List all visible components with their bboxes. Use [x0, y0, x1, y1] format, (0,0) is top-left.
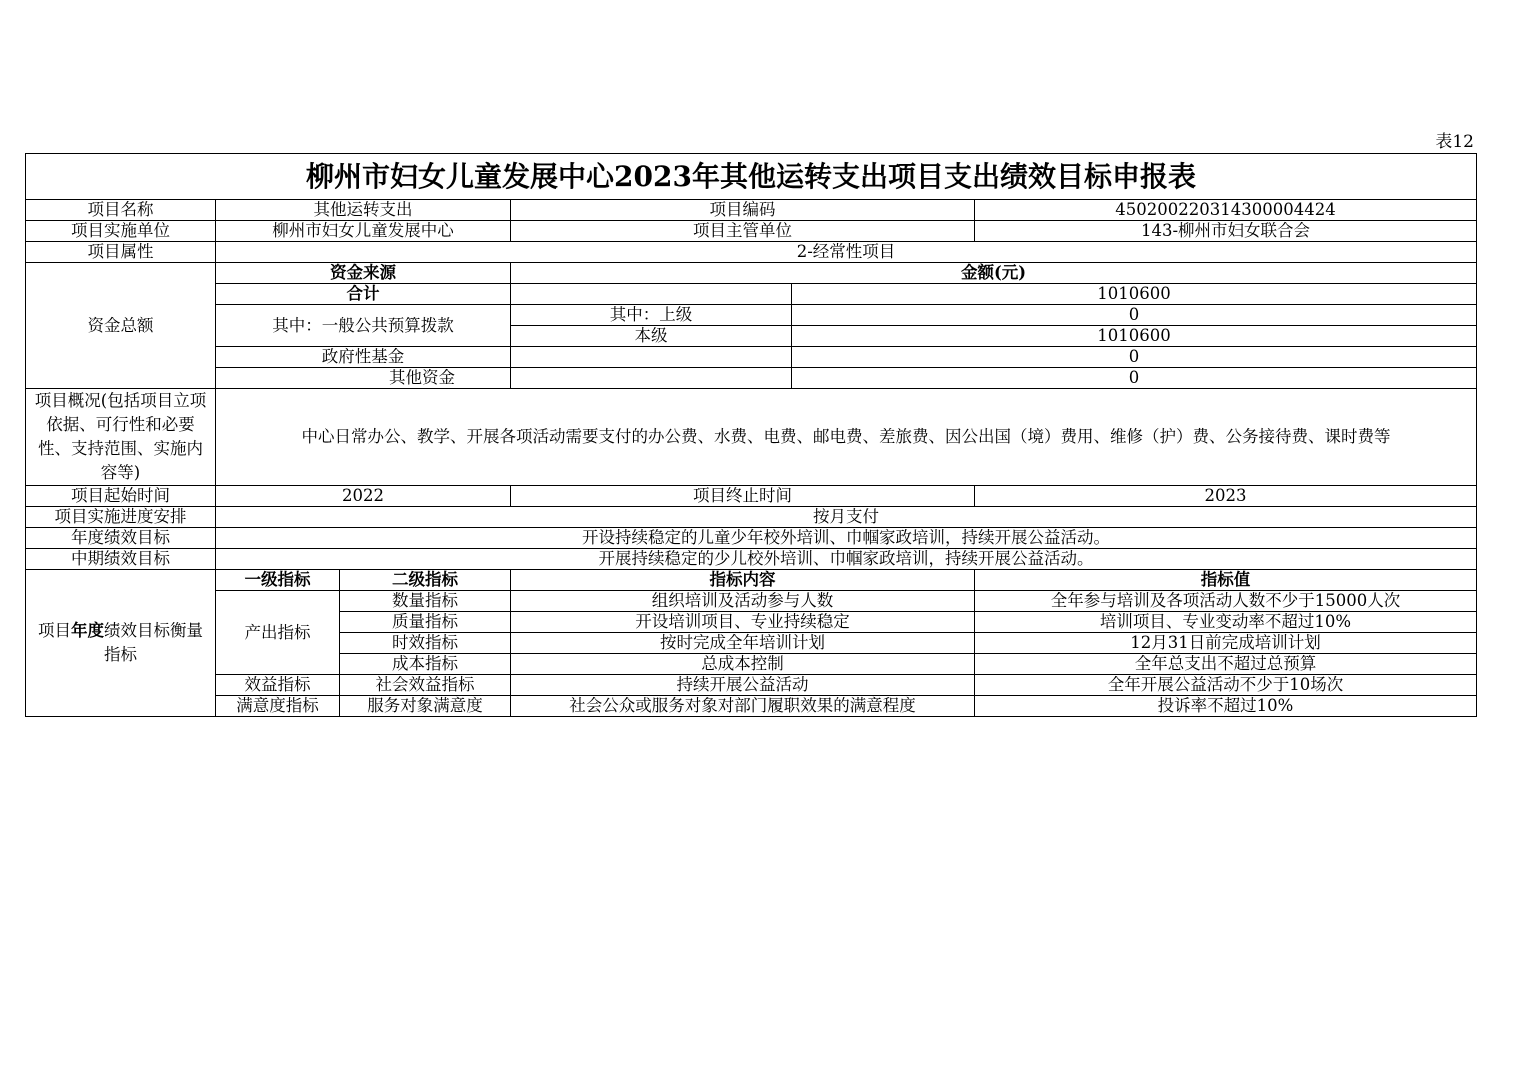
- start-time-value: 2022: [216, 486, 511, 507]
- progress-row: [26, 507, 1477, 528]
- project-name-row: [26, 200, 1477, 221]
- funds-total-row: [26, 284, 1477, 305]
- funds-gov-fund-label: 政府性基金: [216, 347, 511, 368]
- indicator-header-level1: 一级指标: [216, 570, 340, 591]
- overview-label: 项目概况(包括项目立项依据、可行性和必要性、支持范围、实施内容等): [26, 389, 216, 486]
- project-unit-label: 项目实施单位: [26, 221, 216, 242]
- project-unit-value: 柳州市妇女儿童发展中心: [216, 221, 511, 242]
- indicator-content: 社会公众或服务对象对部门履职效果的满意程度: [511, 696, 975, 717]
- indicator-content: 按时完成全年培训计划: [511, 633, 975, 654]
- annual-goal-value: 开设持续稳定的儿童少年校外培训、巾帼家政培训，持续开展公益活动。: [216, 528, 1477, 549]
- table-number-label: 表12: [1435, 132, 1474, 152]
- indicator-row: [26, 696, 1477, 717]
- funds-gov-blank: [511, 347, 792, 368]
- indicator-header-level2: 二级指标: [340, 570, 511, 591]
- start-time-label: 项目起始时间: [26, 486, 216, 507]
- output-indicator-label: 产出指标: [216, 591, 340, 675]
- end-time-label: 项目终止时间: [511, 486, 975, 507]
- funds-other-row: [26, 368, 1477, 389]
- indicator-value: 全年总支出不超过总预算: [975, 654, 1477, 675]
- progress-label: 项目实施进度安排: [26, 507, 216, 528]
- funds-total-value: 1010600: [792, 284, 1477, 305]
- project-supervisor-value: 143-柳州市妇女联合会: [975, 221, 1477, 242]
- funds-total-blank: [511, 284, 792, 305]
- funds-other-value: 0: [792, 368, 1477, 389]
- indicator-header-row: [26, 570, 1477, 591]
- funds-label: 资金总额: [26, 263, 216, 389]
- indicator-level2: 社会效益指标: [340, 675, 511, 696]
- project-code-label: 项目编码: [511, 200, 975, 221]
- indicator-value: 全年开展公益活动不少于10场次: [975, 675, 1477, 696]
- funds-other-blank: [511, 368, 792, 389]
- overview-value: 中心日常办公、教学、开展各项活动需要支付的办公费、水费、电费、邮电费、差旅费、因公出国（境）费用、维修（护）费、公务接待费、课时费等: [216, 389, 1477, 486]
- annual-goal-row: [26, 528, 1477, 549]
- mid-goal-row: [26, 549, 1477, 570]
- benefit-indicator-label: 效益指标: [216, 675, 340, 696]
- indicator-level2: 数量指标: [340, 591, 511, 612]
- end-time-value: 2023: [975, 486, 1477, 507]
- project-name-label: 项目名称: [26, 200, 216, 221]
- indicator-level2: 时效指标: [340, 633, 511, 654]
- indicator-value: 12月31日前完成培训计划: [975, 633, 1477, 654]
- funds-local-value: 1010600: [792, 326, 1477, 347]
- indicator-content: 总成本控制: [511, 654, 975, 675]
- funds-upper-label: 其中：上级: [511, 305, 792, 326]
- funds-gov-fund-value: 0: [792, 347, 1477, 368]
- indicator-header-value: 指标值: [975, 570, 1477, 591]
- project-supervisor-label: 项目主管单位: [511, 221, 975, 242]
- funds-source-header: 资金来源: [216, 263, 511, 284]
- funds-total-label: 合计: [216, 284, 511, 305]
- performance-target-table: [25, 153, 1477, 717]
- project-attr-label: 项目属性: [26, 242, 216, 263]
- funds-other-label: 其他资金: [216, 368, 511, 389]
- indicator-content: 持续开展公益活动: [511, 675, 975, 696]
- indicator-row: [26, 591, 1477, 612]
- satisfaction-indicator-label: 满意度指标: [216, 696, 340, 717]
- indicators-label-post: 绩效目标衡量指标: [104, 621, 203, 664]
- indicator-row: [26, 675, 1477, 696]
- funds-local-label: 本级: [511, 326, 792, 347]
- project-name-value: 其他运转支出: [216, 200, 511, 221]
- funds-amount-header: 金额(元): [511, 263, 1477, 284]
- funds-header-row: [26, 263, 1477, 284]
- indicators-label-bold: 年度: [71, 621, 104, 640]
- indicator-header-content: 指标内容: [511, 570, 975, 591]
- project-unit-row: [26, 221, 1477, 242]
- indicators-label: [26, 570, 216, 717]
- project-attr-value: 2-经常性项目: [216, 242, 1477, 263]
- project-code-value: 450200220314300004424: [975, 200, 1477, 221]
- funds-upper-row: [26, 305, 1477, 326]
- indicator-level2: 服务对象满意度: [340, 696, 511, 717]
- funds-upper-value: 0: [792, 305, 1477, 326]
- indicator-value: 投诉率不超过10%: [975, 696, 1477, 717]
- page-title: 柳州市妇女儿童发展中心2023年其他运转支出项目支出绩效目标申报表: [26, 154, 1477, 200]
- time-row: [26, 486, 1477, 507]
- indicator-level2: 质量指标: [340, 612, 511, 633]
- title-row: [26, 154, 1477, 200]
- indicator-level2: 成本指标: [340, 654, 511, 675]
- indicator-value: 培训项目、专业变动率不超过10%: [975, 612, 1477, 633]
- funds-gov-row: [26, 347, 1477, 368]
- progress-value: 按月支付: [216, 507, 1477, 528]
- project-attr-row: [26, 242, 1477, 263]
- indicators-label-pre: 项目: [38, 621, 71, 640]
- overview-row: [26, 389, 1477, 486]
- indicator-content: 组织培训及活动参与人数: [511, 591, 975, 612]
- annual-goal-label: 年度绩效目标: [26, 528, 216, 549]
- funds-general-budget-label: 其中：一般公共预算拨款: [216, 305, 511, 347]
- indicator-content: 开设培训项目、专业持续稳定: [511, 612, 975, 633]
- mid-goal-label: 中期绩效目标: [26, 549, 216, 570]
- mid-goal-value: 开展持续稳定的少儿校外培训、巾帼家政培训，持续开展公益活动。: [216, 549, 1477, 570]
- indicator-value: 全年参与培训及各项活动人数不少于15000人次: [975, 591, 1477, 612]
